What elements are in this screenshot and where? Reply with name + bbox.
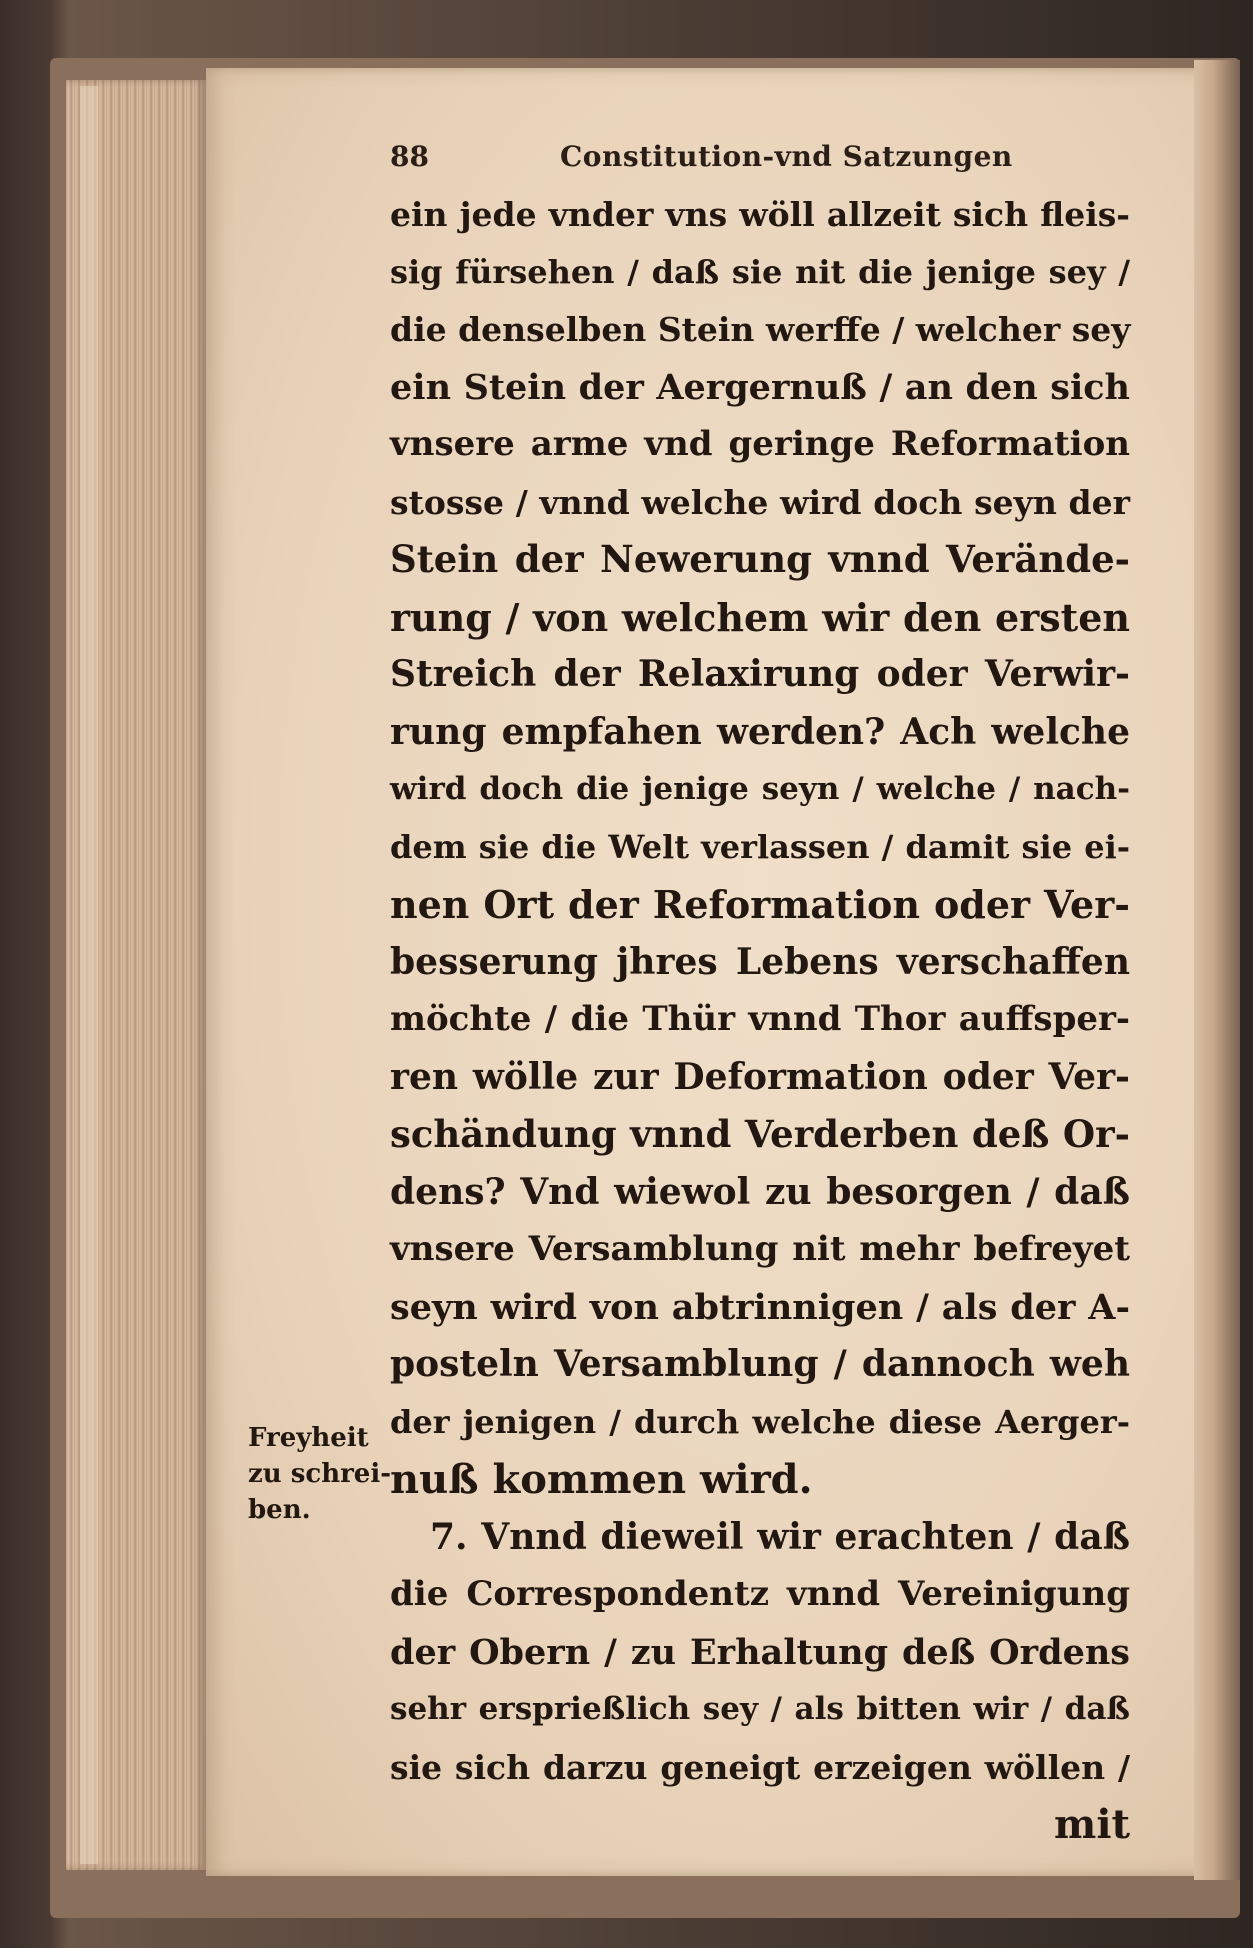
page-header — [390, 140, 1130, 180]
text-line: sehr ersprießlich sey / als bitten wir / daß — [390, 1691, 1130, 1727]
text-line: sie sich darzu geneigt erzeigen wöllen / — [390, 1747, 1130, 1787]
text-line: seyn wird von abtrinnigen / als der A- — [390, 1286, 1130, 1328]
text-line: Streich der Relaxirung oder Verwir- — [390, 653, 1130, 695]
text-line: möchte / die Thür vnnd Thor auffsper- — [390, 999, 1130, 1039]
text-line: nen Ort der Reformation oder Ver- — [390, 882, 1130, 927]
text-line: die Correspondentz vnnd Vereinigung — [390, 1574, 1130, 1614]
text-line: besserung jhres Lebens verschaffen — [390, 940, 1130, 983]
page-stack-edges — [66, 80, 206, 1870]
margin-note — [248, 1420, 391, 1528]
running-title: Constitution-vnd Satzungen — [560, 140, 1013, 173]
text-line: die denselben Stein werffe / welcher sey — [390, 310, 1131, 349]
text-line: nuß kommen wird. — [390, 1456, 813, 1503]
margin-note-line: Freyheit — [248, 1423, 369, 1453]
text-line: rung / von welchem wir den ersten — [390, 594, 1130, 640]
text-line: posteln Versamblung / dannoch weh — [390, 1343, 1130, 1385]
margin-note-line: zu schrei- — [248, 1459, 391, 1489]
catchword: mit — [1054, 1801, 1130, 1848]
text-line: der jenigen / durch welche diese Aerger- — [390, 1402, 1130, 1441]
text-line: vnsere arme vnd geringe Reformation — [390, 424, 1130, 464]
text-line: vnsere Versamblung nit mehr befreyet — [390, 1229, 1130, 1269]
text-line: sig fürsehen / daß sie nit die jenige sey / — [390, 252, 1130, 291]
margin-note-line: ben. — [248, 1495, 311, 1525]
text-line: rung empfahen werden? Ach welche — [390, 710, 1130, 753]
text-line: Stein der Newerung vnnd Verände- — [390, 537, 1130, 581]
book-gutter — [1194, 60, 1240, 1880]
text-line: stosse / vnnd welche wird doch seyn der — [390, 482, 1130, 522]
page-number: 88 — [390, 140, 429, 173]
text-line: ren wölle zur Deformation oder Ver- — [390, 1055, 1130, 1098]
text-line: 7. Vnnd dieweil wir erachten / daß — [430, 1515, 1130, 1558]
text-line: dens? Vnd wiewol zu besorgen / daß — [390, 1170, 1130, 1213]
text-line: der Obern / zu Erhaltung deß Ordens — [390, 1631, 1130, 1673]
text-line: ein Stein der Aergernuß / an den sich — [390, 366, 1130, 408]
text-line: wird doch die jenige seyn / welche / nach- — [390, 771, 1130, 807]
body-text — [390, 186, 1130, 1854]
text-line: ein jede vnder vns wöll allzeit sich fleis- — [390, 195, 1130, 234]
text-line: dem sie die Welt verlassen / damit sie ei- — [390, 827, 1130, 866]
text-line: schändung vnnd Verderben deß Or- — [390, 1112, 1130, 1156]
